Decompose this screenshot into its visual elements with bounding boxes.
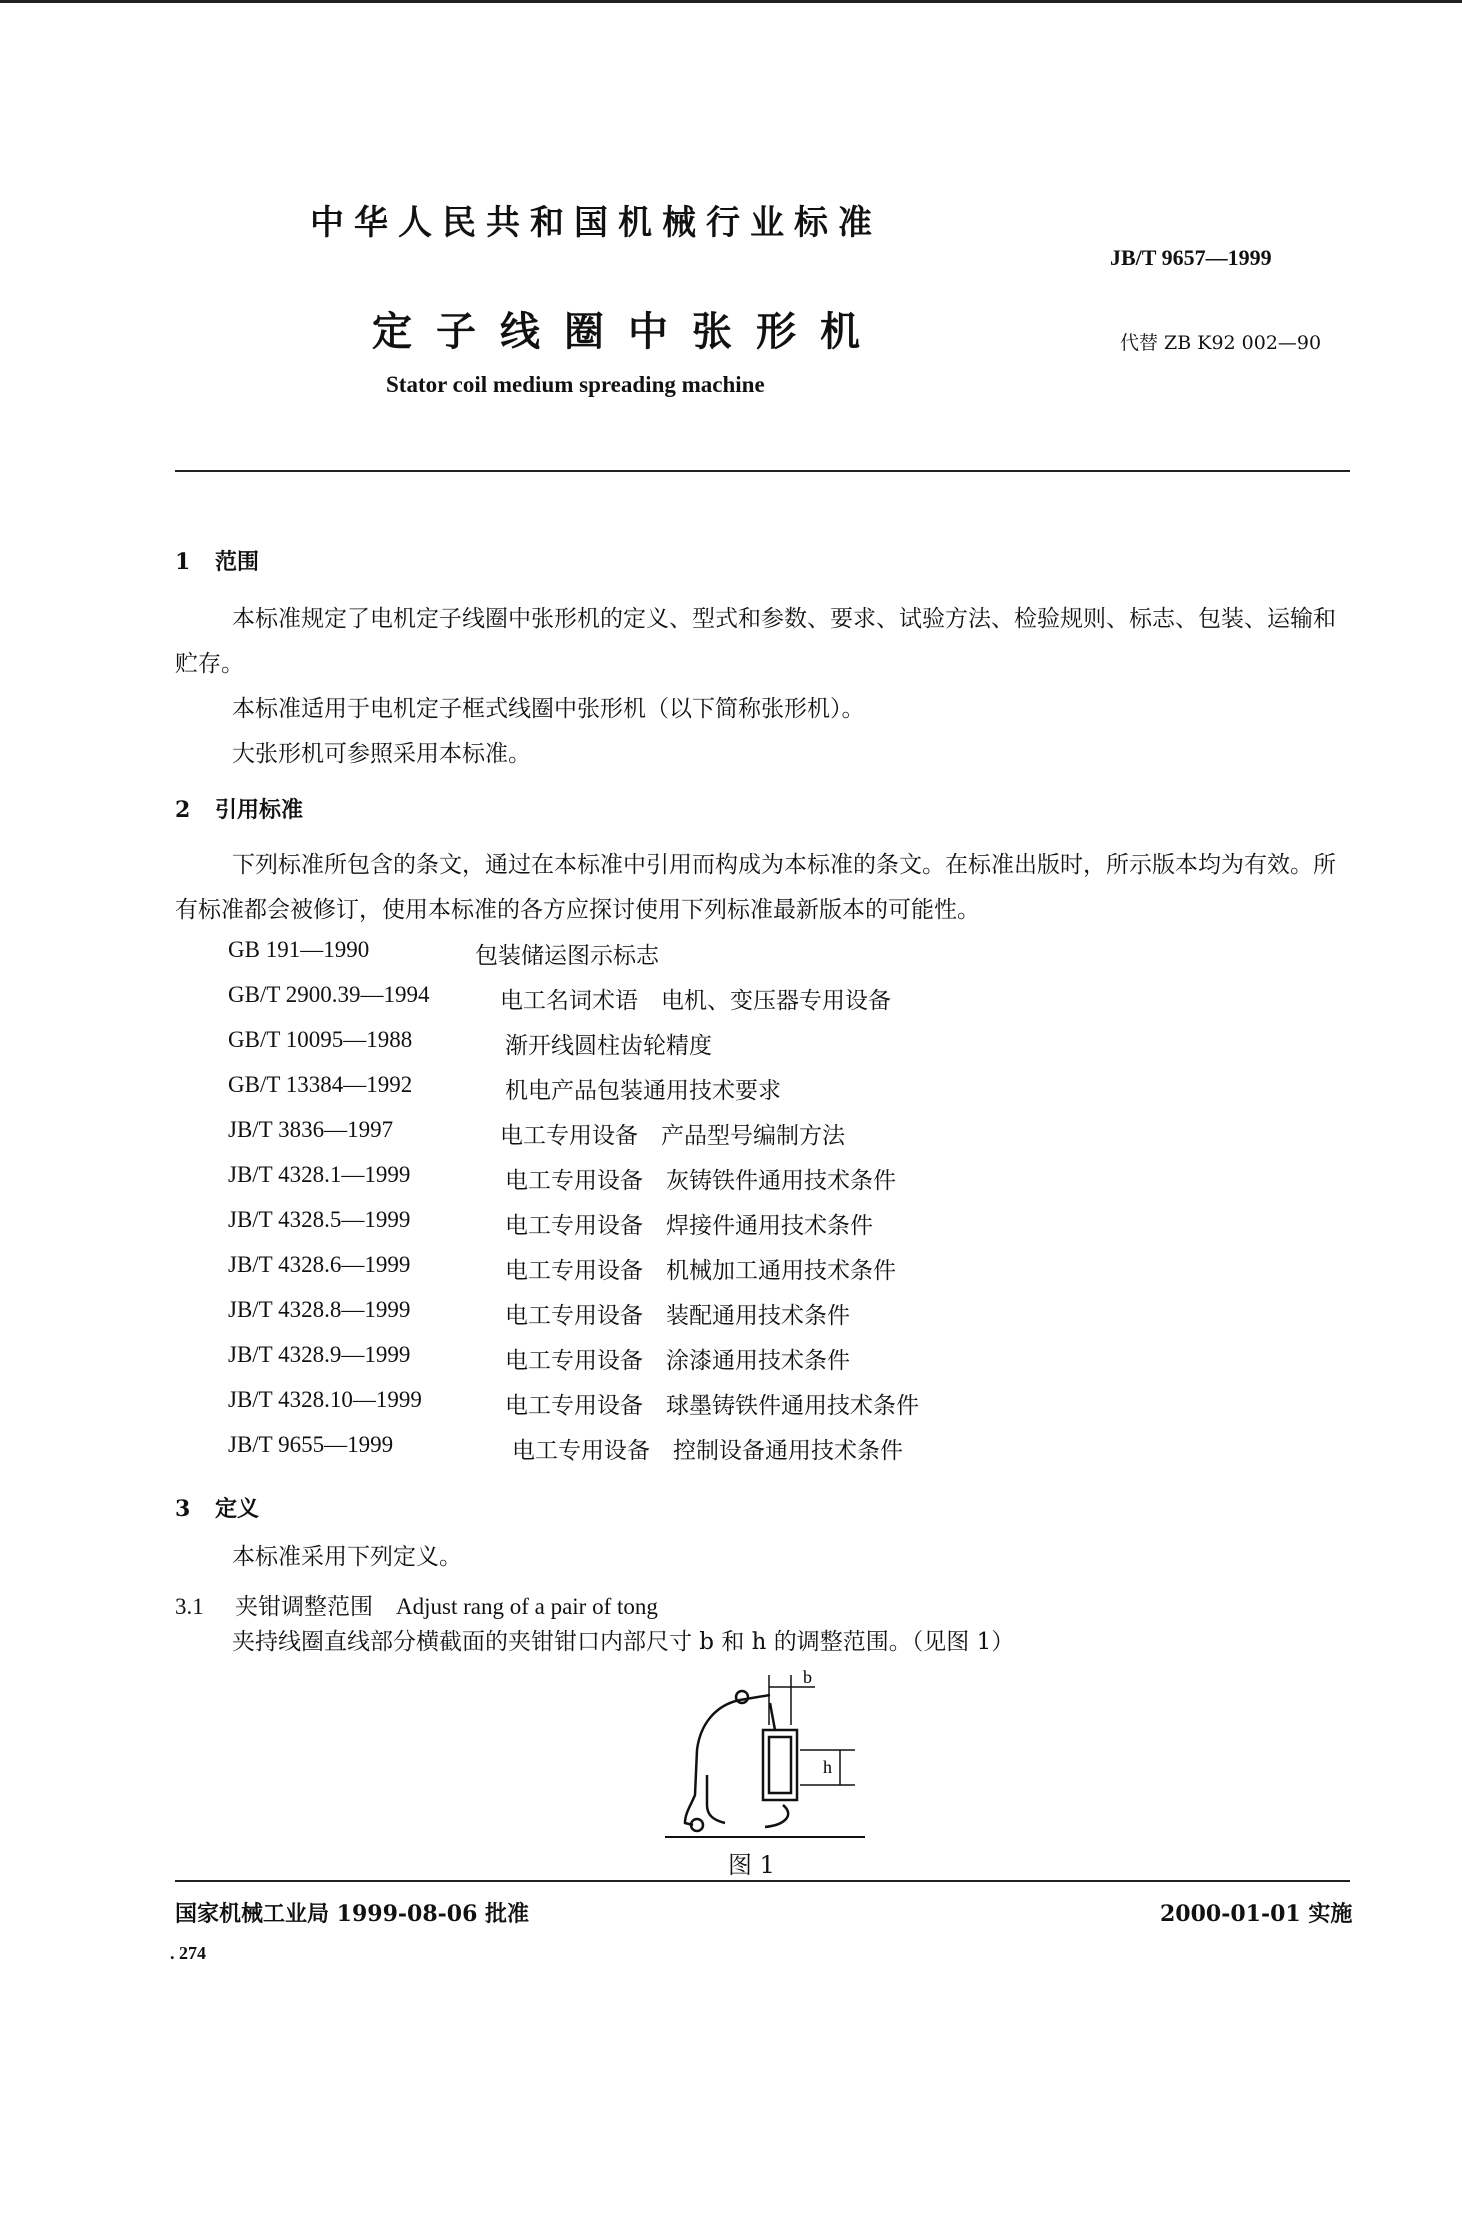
header-divider (175, 470, 1350, 472)
top-border-line (0, 0, 1462, 3)
page-number: . 274 (170, 1943, 206, 1963)
ref-title: 电工专用设备 装配通用技术条件 (505, 1303, 850, 1329)
section-number: 2 (175, 797, 191, 823)
clause-3-1-heading (175, 1588, 658, 1621)
ref-title: 电工专用设备 球墨铸铁件通用技术条件 (505, 1393, 919, 1419)
section-3-heading (175, 1492, 259, 1523)
footer-divider (175, 1880, 1350, 1882)
ref-title: 电工名词术语 电机、变压器专用设备 (500, 988, 891, 1014)
ref-title: 电工专用设备 焊接件通用技术条件 (505, 1213, 873, 1239)
ref-code: JB/T 4328.10—1999 (228, 1387, 422, 1412)
ref-code: JB/T 4328.8—1999 (228, 1297, 411, 1322)
ref-title: 电工专用设备 控制设备通用技术条件 (512, 1438, 903, 1464)
section-number: 3 (175, 1496, 191, 1522)
section-2-para-1: 下列标准所包含的条文，通过在本标准中引用而构成为本标准的条文。在标准出版时，所示版本均为有效。所有标准都会被修订，使用本标准的各方应探讨使用下列标准最新版本的可能性。 (175, 852, 1336, 923)
ref-code: JB/T 9655—1999 (228, 1432, 394, 1457)
standard-number: JB/T 9657—1999 (1110, 245, 1272, 270)
section-number: 1 (175, 549, 191, 575)
section-1-para-2: 本标准适用于电机定子框式线圈中张形机（以下简称张形机）。 (232, 696, 865, 722)
ref-code: GB 191—1990 (228, 937, 370, 962)
ref-title: 电工专用设备 产品型号编制方法 (500, 1123, 845, 1149)
ref-title: 电工专用设备 机械加工通用技术条件 (505, 1258, 896, 1284)
effective-date: 2000-01-01 实施 (1160, 1901, 1353, 1927)
ref-title: 机电产品包装通用技术要求 (505, 1078, 781, 1104)
ref-code: GB/T 13384—1992 (228, 1072, 413, 1097)
section-1-para-1: 本标准规定了电机定子线圈中张形机的定义、型式和参数、要求、试验方法、检验规则、标志、包装、运输和贮存。 (175, 606, 1336, 677)
ref-code: GB/T 10095—1988 (228, 1027, 413, 1052)
clause-3-1-para: 夹持线圈直线部分横截面的夹钳钳口内部尺寸 b 和 h 的调整范围。（见图 1） (232, 1629, 1015, 1655)
figure-dim-b: b (803, 1667, 812, 1687)
document-title: 定子线圈中张形机 (372, 308, 884, 355)
figure-dim-h: h (823, 1757, 832, 1777)
ref-code: JB/T 4328.6—1999 (228, 1252, 411, 1277)
ref-code: JB/T 3836—1997 (228, 1117, 394, 1142)
section-title: 定义 (215, 1496, 260, 1522)
replaces-note: 代替 ZB K92 002—90 (1120, 332, 1322, 354)
section-1-heading (175, 545, 259, 576)
clause-title: 夹钳调整范围 Adjust rang of a pair of tong (235, 1594, 658, 1619)
section-title: 范围 (215, 549, 260, 575)
figure-1-diagram (655, 1665, 875, 1840)
approval-note: 国家机械工业局 1999-08-06 批准 (175, 1901, 530, 1927)
issuing-org: 中华人民共和国机械行业标准 (310, 203, 882, 243)
ref-code: JB/T 4328.5—1999 (228, 1207, 411, 1232)
ref-title: 电工专用设备 涂漆通用技术条件 (505, 1348, 850, 1374)
ref-title: 渐开线圆柱齿轮精度 (505, 1033, 712, 1059)
section-title: 引用标准 (215, 797, 304, 823)
ref-title: 包装储运图示标志 (475, 943, 659, 969)
ref-title: 电工专用设备 灰铸铁件通用技术条件 (505, 1168, 896, 1194)
figure-caption: 图 1 (728, 1851, 775, 1879)
ref-code: GB/T 2900.39—1994 (228, 982, 430, 1007)
section-1-para-3: 大张形机可参照采用本标准。 (232, 741, 531, 767)
section-2-heading (175, 793, 303, 824)
ref-code: JB/T 4328.1—1999 (228, 1162, 411, 1187)
section-3-para-1: 本标准采用下列定义。 (232, 1544, 462, 1570)
english-title: Stator coil medium spreading machine (386, 372, 765, 397)
ref-code: JB/T 4328.9—1999 (228, 1342, 411, 1367)
clause-number: 3.1 (175, 1594, 204, 1619)
